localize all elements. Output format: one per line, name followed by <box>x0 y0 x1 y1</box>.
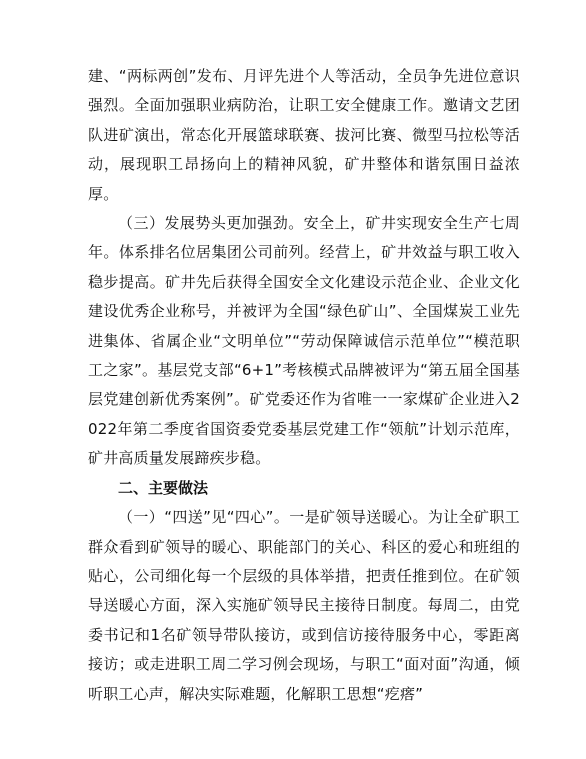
document-body <box>88 62 520 709</box>
paragraph-development-momentum: （三）发展势头更加强劲。安全上，矿井实现安全生产七周年。体系排名位居集团公司前列。经营上，矿井效益与职工收入稳步提高。矿井先后获得全国安全文化建设示范企业、企业文化建设优秀企业称号，并被评为全国“绿色矿山”、全国煤炭工业先进集体、省属企业“文明单位”“劳动保障诚信示范单位”“模范职工之家”。基层党支部“6+1”考核模式品牌被评为“第五届全国基层党建创新优秀案例”。矿党委还作为省唯一一家煤矿企业进入2022年第二季度省国资委党委基层党建工作“领航”计划示范库，矿井高质量发展蹄疾步稳。 <box>88 214 520 468</box>
section-heading-main-practices: 二、主要做法 <box>118 478 209 497</box>
paragraph-continued: 建、“两标两创”发布、月评先进个人等活动，全员争先进位意识强烈。全面加强职业病防治，让职工安全健康工作。邀请文艺团队进矿演出，常态化开展篮球联赛、拔河比赛、微型马拉松等活动，展现职工昂扬向上的精神风貌，矿井整体和谐氛围日益浓厚。 <box>88 67 520 203</box>
paragraph-four-deliveries: （一）“四送”见“四心”。一是矿领导送暖心。为让全矿职工群众看到矿领导的暖心、职能部门的关心、科区的爱心和班组的贴心，公司细化每一个层级的具体举措，把责任推到位。在矿领导送暖心方面，深入实施矿领导民主接待日制度。每周二，由党委书记和1名矿领导带队接访，或到信访接待服务中心，零距离接访；或走进职工周二学习例会现场，与职工“面对面”沟通，倾听职工心声，解决实际难题，化解职工思想“疙瘩” <box>88 508 520 703</box>
